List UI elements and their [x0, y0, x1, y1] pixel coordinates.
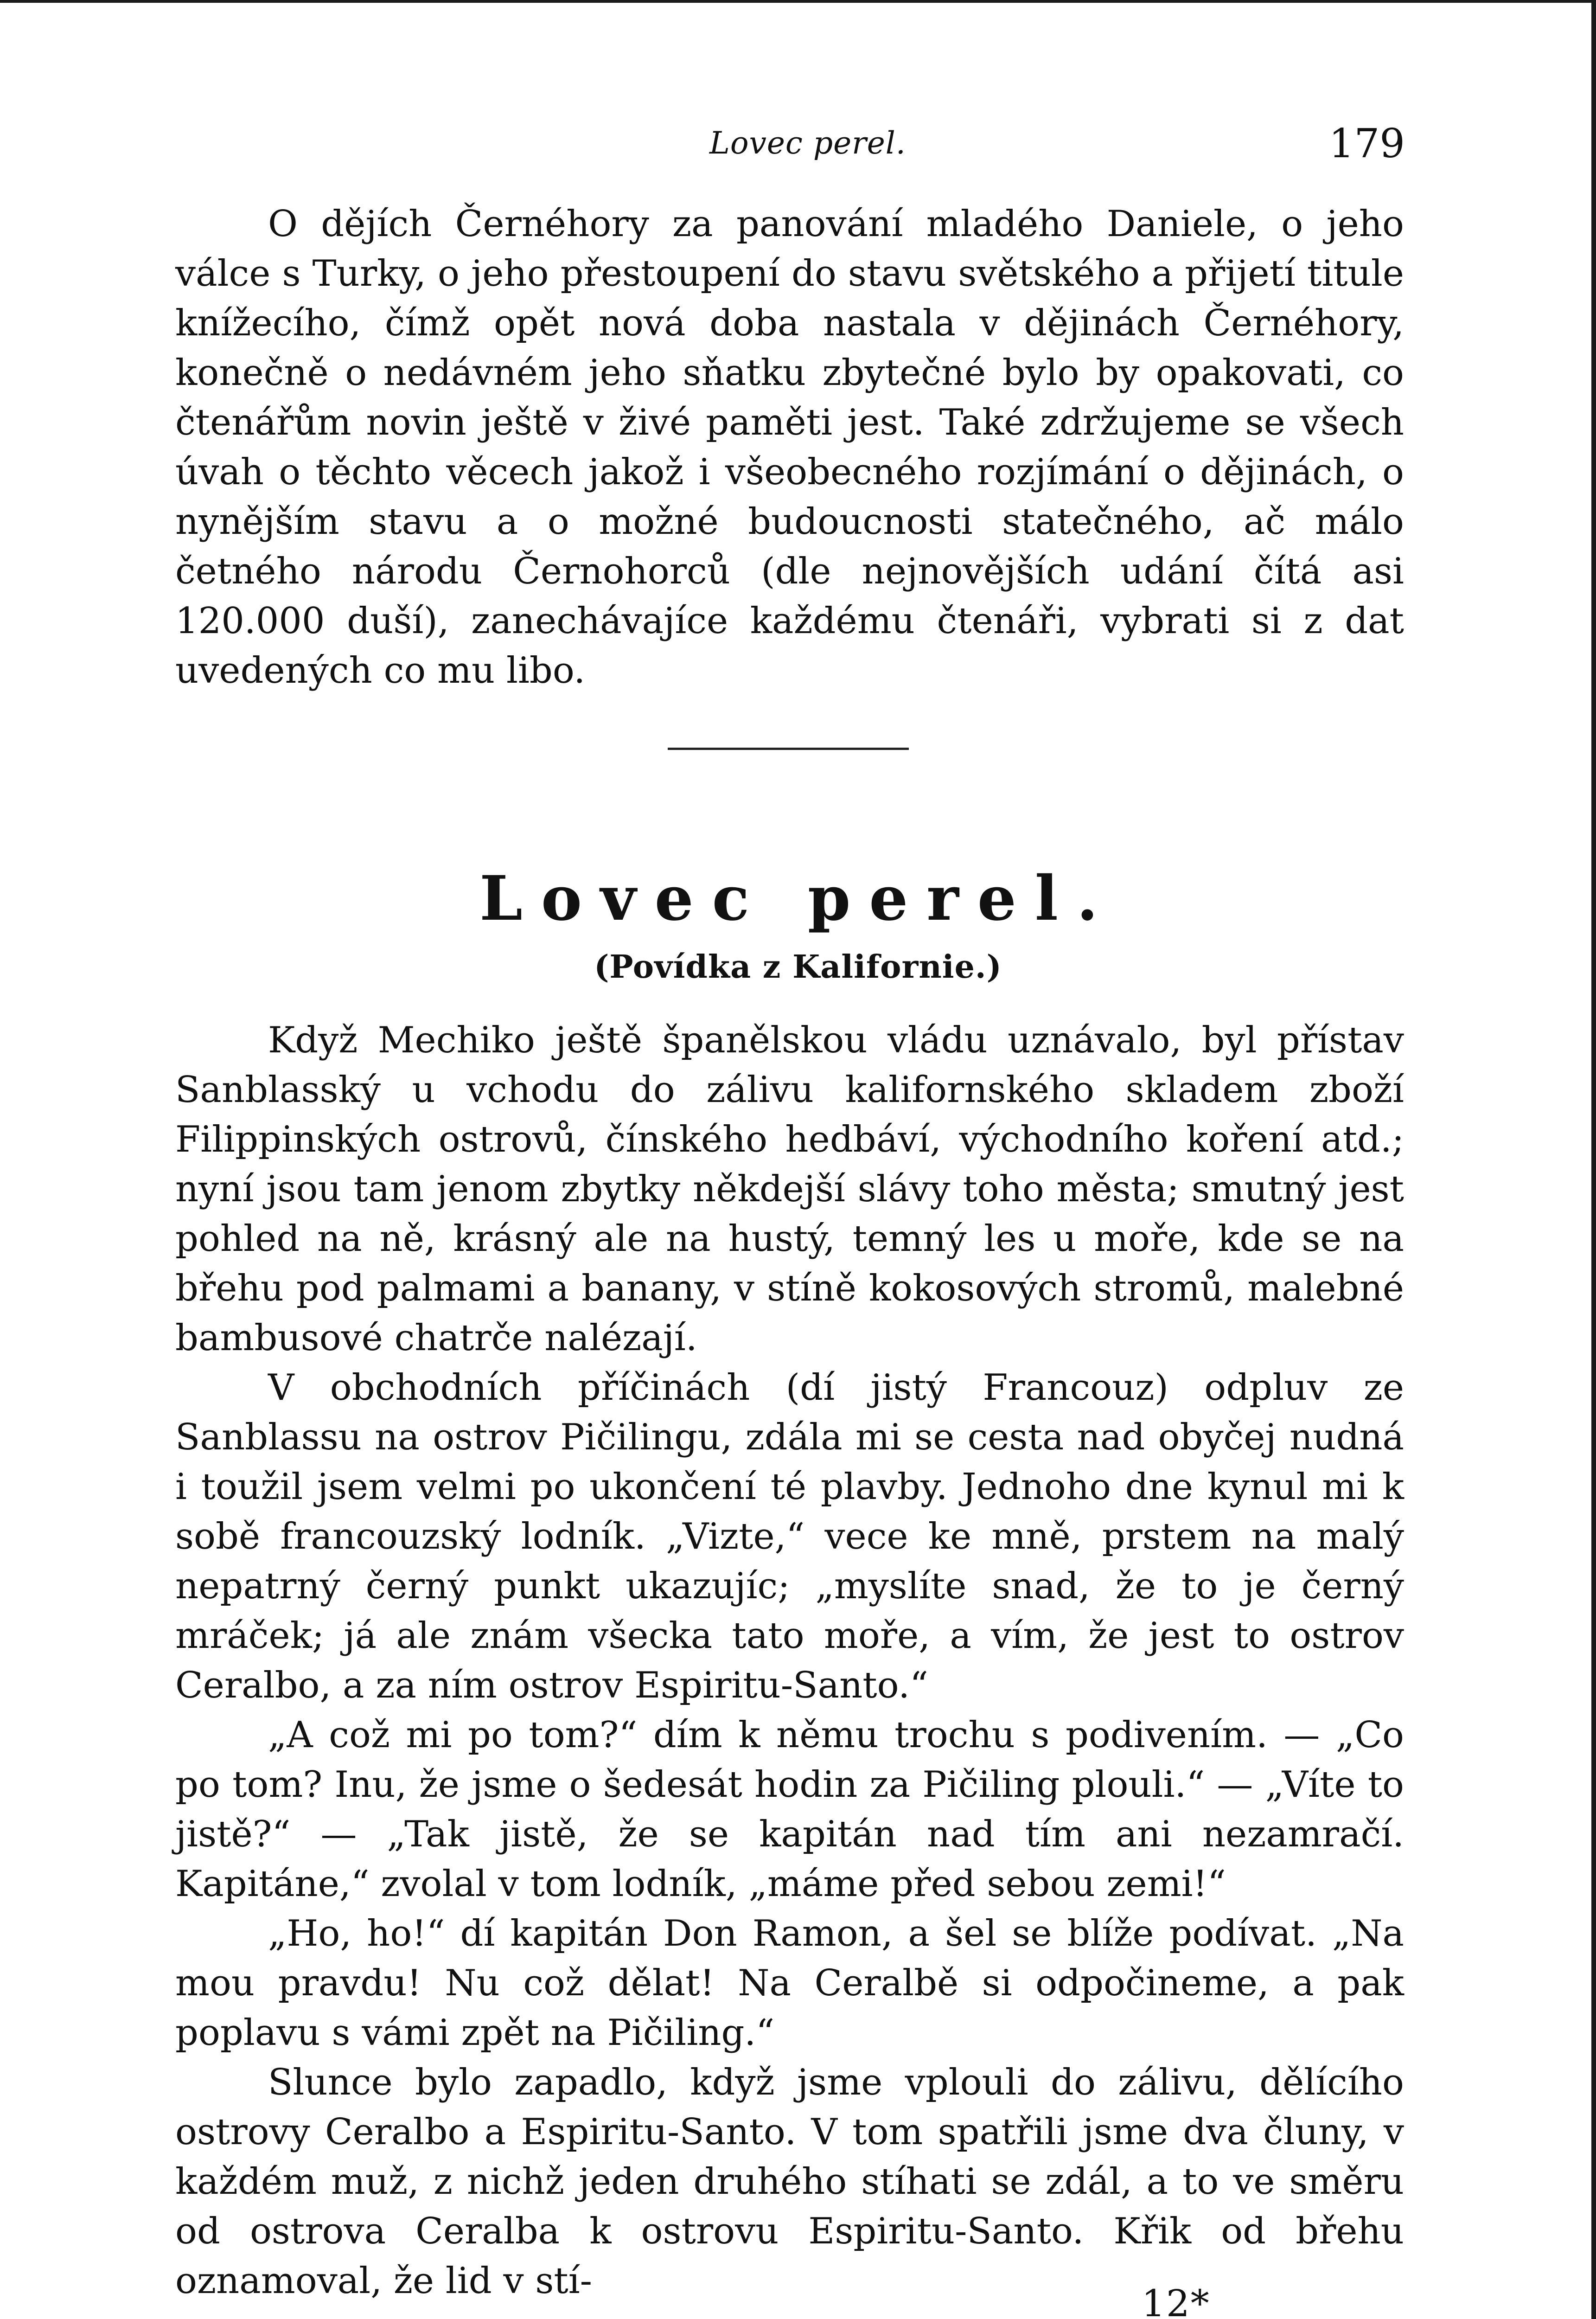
paragraph: Když Mechiko ještě španělskou vládu uznávalo, byl přístav Sanblasský u vchodu do zálivu kalifornského skladem zboží Filippinských ostrovů, čínského hedbáví, východního koření atd.; nyní jsou tam jenom zbytky někdejší slávy toho města; smutný jest pohled na ně, krásný ale na hustý, temný les u moře, kde se na břehu pod palmami a banany, v stíně kokosových stromů, malebné bambusové chatrče nalézají. — [175, 1019, 1404, 1359]
paragraph: „Ho, ho!“ dí kapitán Don Ramon, a šel se blíže podívat. „Na mou pravdu! Nu což dělat! Na Ceralbě si odpočineme, a pak poplavu s vámi zpět na Pičiling.“ — [175, 1913, 1404, 2054]
page-edge-top — [0, 0, 1596, 3]
page-edge-right — [1591, 0, 1596, 2319]
page-number: 179 — [1328, 121, 1405, 167]
page-header — [176, 121, 1405, 176]
paragraph: „A což mi po tom?“ dím k němu trochu s podivením. — „Co po tom? Inu, že jsme o šedesát hodin za Pičiling plouli.“ — „Víte to jistě?“ — „Tak jistě, že se kapitán nad tím ani nezamračí. Kapitáne,“ zvolal v tom lodník, „máme před sebou zemi!“ — [175, 1714, 1404, 1905]
story-title: Lovec perel. — [479, 863, 1117, 935]
running-title: Lovec perel. — [709, 125, 906, 161]
paragraph: O dějích Černéhory za panování mladého Daniele, o jeho válce s Turky, o jeho přestoupení do stavu světského a přijetí titule knížecího, čímž opět nová doba nastala v dějinách Černéhory, konečně o nedávném jeho sňatku zbytečné bylo by opakovati, co čtenářům novin ještě v živé paměti jest. Také zdržujeme se všech úvah o těchto věcech jakož i všeobecného rozjímání o dějinách, o nynějším stavu a o možné budoucnosti statečného, ač málo četného národu Černohorců (dle nejnovějších udání čítá asi 120.000 duší), zanechávajíce každému čtenáři, vybrati si z dat uvedených co mu libo. — [175, 203, 1404, 692]
story-subtitle: (Povídka z Kalifornie.) — [594, 948, 1002, 986]
signature-mark: 12* — [1142, 2282, 1210, 2319]
intro-text — [175, 199, 1404, 696]
paragraph: Slunce bylo zapadlo, když jsme vplouli do zálivu, dělícího ostrovy Ceralbo a Espiritu-Santo. V tom spatřili jsme dva čluny, v každém muž, z nichž jeden druhého stíhati se zdál, a to ve směru od ostrova Ceralba k ostrovu Espiritu-Santo. Křik od břehu oznamoval, že lid v stí- — [175, 2062, 1404, 2302]
story-text — [175, 1016, 1404, 2306]
section-divider — [668, 748, 909, 750]
paragraph: V obchodních příčinách (dí jistý Francouz) odpluv ze Sanblassu na ostrov Pičilingu, zdála mi se cesta nad obyčej nudná i toužil jsem velmi po ukončení té plavby. Jednoho dne kynul mi k sobě francouzský lodník. „Vizte,“ vece ke mně, prstem na malý nepatrný černý punkt ukazujíc; „myslíte snad, že to je černý mráček; já ale znám všecka tato moře, a vím, že jest to ostrov Ceralbo, a za ním ostrov Espiritu-Santo.“ — [175, 1367, 1404, 1706]
